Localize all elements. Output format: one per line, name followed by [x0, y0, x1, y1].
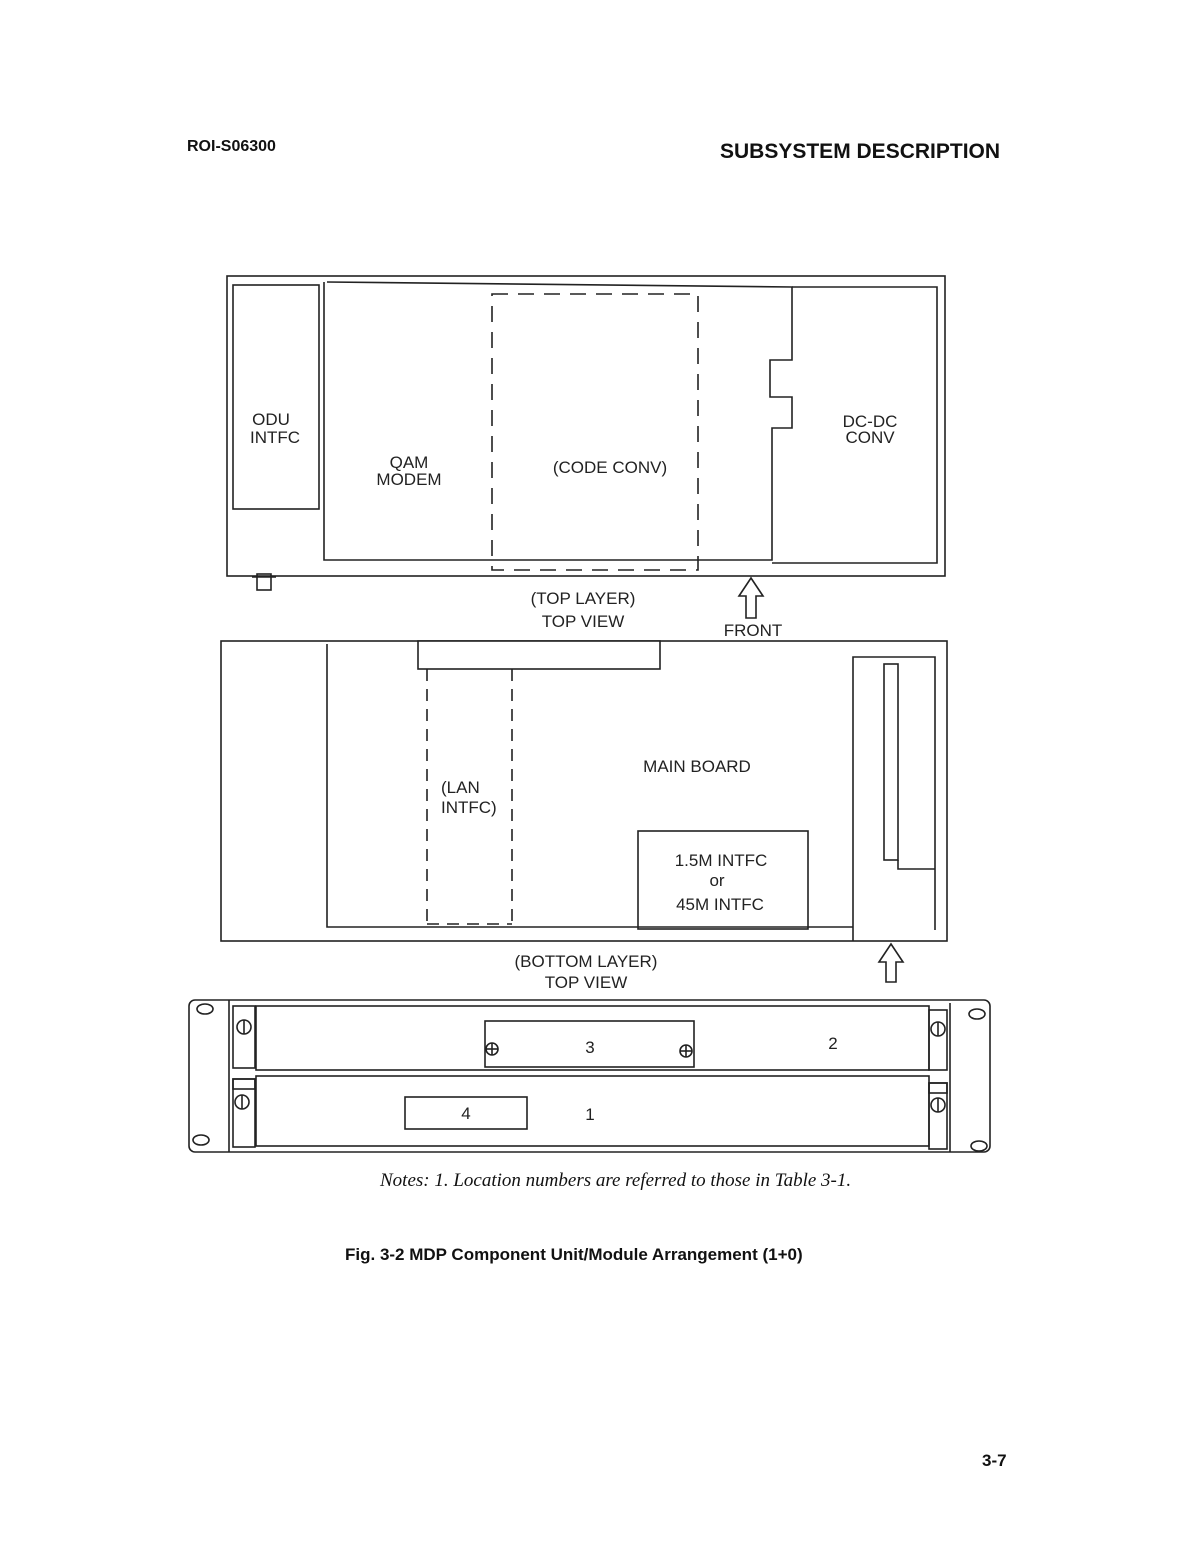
- location-1-label: 1: [585, 1105, 595, 1124]
- dc-dc-conv-label-1: DC-DC: [842, 412, 898, 431]
- location-4-label: 4: [461, 1104, 471, 1123]
- mounting-hole-icon: [197, 1004, 213, 1014]
- lan-intfc-label-2: INTFC): [441, 798, 497, 817]
- code-conv-label: (CODE CONV): [552, 458, 668, 477]
- unit-2-handle-left: [233, 1006, 255, 1068]
- qam-modem-label-1: QAM: [389, 453, 429, 472]
- main-board-outline: [327, 644, 853, 927]
- page-number: 3-7: [982, 1451, 1007, 1470]
- side-module: [853, 657, 935, 941]
- bottom-layer-label-1: (BOTTOM LAYER): [514, 952, 658, 971]
- figure-caption: Fig. 3-2 MDP Component Unit/Module Arrangement (1+0): [345, 1245, 803, 1264]
- odu-intfc-label-2: INTFC: [249, 428, 301, 447]
- interface-label-1: 1.5M INTFC: [674, 851, 768, 870]
- code-conv-outline: [492, 294, 698, 570]
- front-arrow-icon-2: [879, 944, 903, 982]
- dc-dc-conv-label-2: CONV: [845, 428, 895, 447]
- section-title: SUBSYSTEM DESCRIPTION: [720, 140, 1001, 163]
- mounting-hole-icon: [971, 1141, 987, 1151]
- bottom-layer-diagram: [221, 641, 947, 992]
- document-id: ROI-S06300: [187, 138, 276, 155]
- unit-2-handle-right: [929, 1010, 947, 1070]
- top-layer-label-1: (TOP LAYER): [530, 589, 636, 608]
- side-connector-base: [898, 860, 935, 869]
- main-board-label: MAIN BOARD: [643, 757, 751, 776]
- top-layer-label-2: TOP VIEW: [541, 612, 625, 631]
- interface-label-3: 45M INTFC: [676, 895, 764, 914]
- front-arrow-icon: [739, 578, 763, 618]
- top-layer-chassis: [227, 276, 945, 576]
- odu-intfc-module: [233, 285, 319, 509]
- front-panel-diagram: [189, 1000, 990, 1152]
- mounting-hole-icon: [969, 1009, 985, 1019]
- odu-intfc-label-1: ODU: [252, 410, 290, 429]
- bottom-layer-chassis: [221, 641, 947, 941]
- location-2-label: 2: [828, 1034, 838, 1053]
- top-layer-diagram: [227, 276, 945, 640]
- location-3-label: 3: [585, 1038, 595, 1057]
- qam-modem-label-2: MODEM: [376, 470, 442, 489]
- bottom-layer-label-2: TOP VIEW: [544, 973, 628, 992]
- unit-1-latch-left: [233, 1079, 255, 1089]
- front-label: FRONT: [723, 621, 783, 640]
- mounting-hole-icon: [193, 1135, 209, 1145]
- unit-1-latch-right: [929, 1083, 947, 1093]
- figure-note: Notes: 1. Location numbers are referred to those in Table 3-1.: [380, 1170, 852, 1191]
- lan-intfc-label-1: (LAN: [441, 778, 480, 797]
- interface-label-2: or: [709, 871, 725, 890]
- qam-modem-board: [324, 282, 792, 560]
- side-connector: [884, 664, 898, 860]
- top-connector: [418, 641, 660, 669]
